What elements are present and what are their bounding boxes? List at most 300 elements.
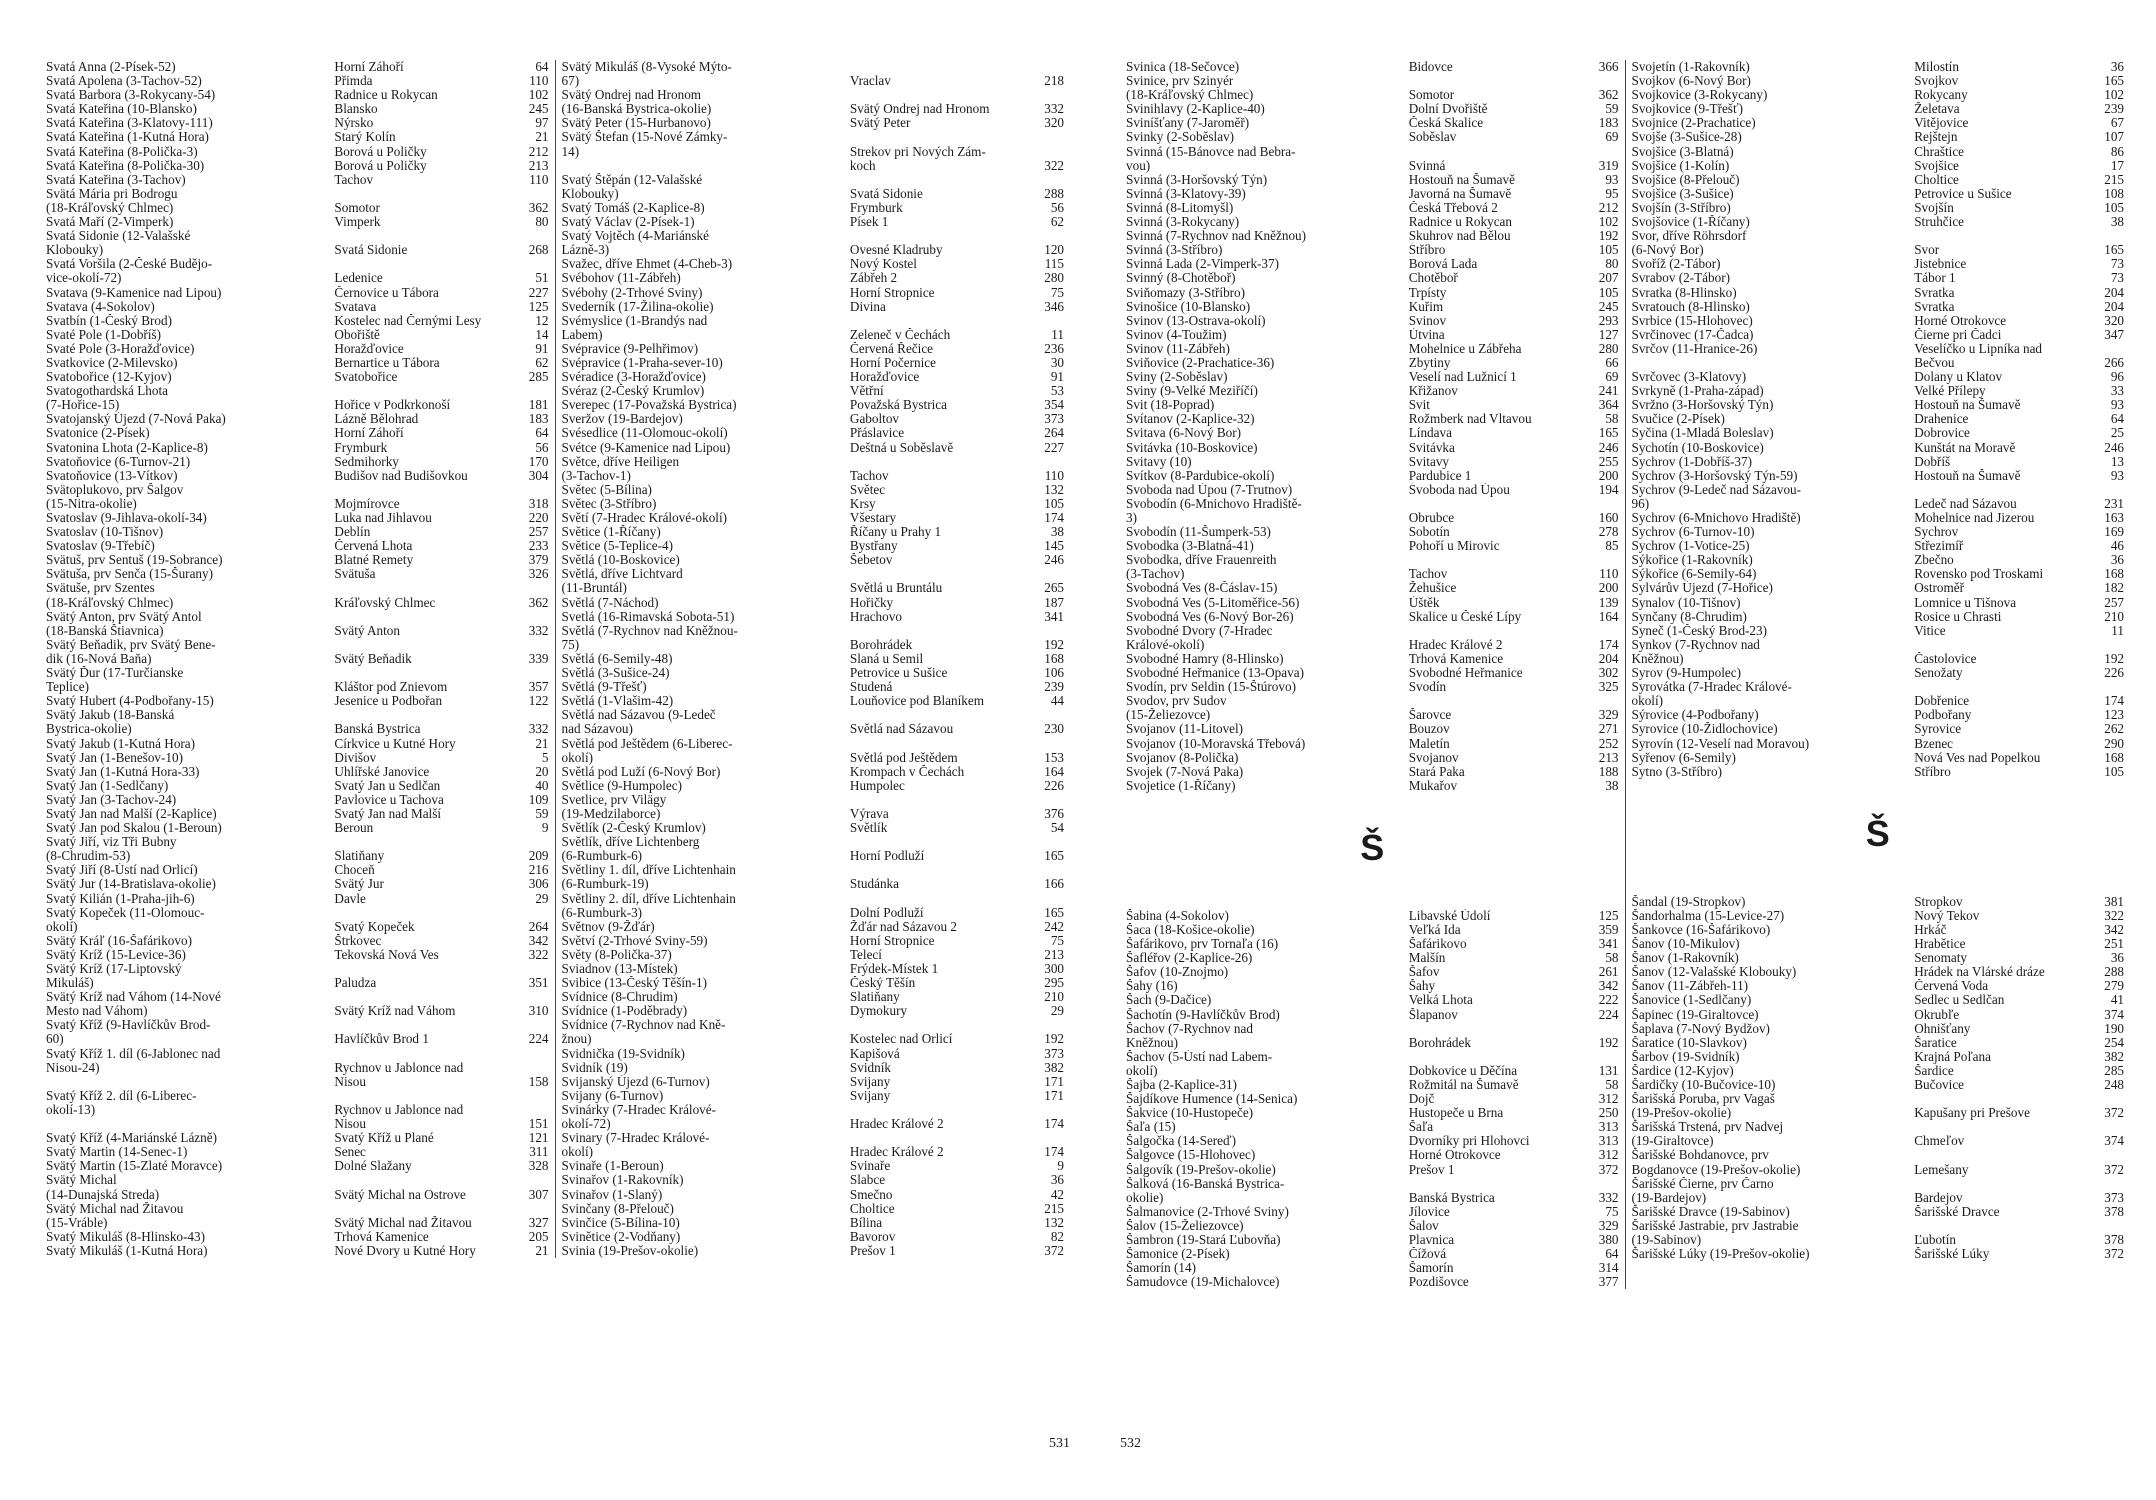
page-reference: 166 bbox=[1044, 877, 1064, 892]
index-entry bbox=[1126, 951, 1619, 965]
locality-name: vou) bbox=[1126, 158, 1151, 173]
index-entry bbox=[562, 1188, 1065, 1202]
postal-municipality: Veselíčko u Lipníka nad bbox=[1914, 341, 2043, 356]
page-reference: 69 bbox=[1605, 370, 1619, 385]
page-reference: 382 bbox=[1044, 1060, 1064, 1075]
page-reference: 164 bbox=[1598, 609, 1619, 624]
postal-municipality: Borohrádek bbox=[849, 637, 913, 652]
page-reference: 357 bbox=[528, 680, 549, 695]
locality-name: 60) bbox=[46, 1032, 64, 1047]
page-reference: 171 bbox=[1044, 1074, 1064, 1089]
postal-municipality: Senožaty bbox=[1914, 666, 1963, 681]
locality-name: Svatoňovice (6-Turnov-21) bbox=[46, 454, 191, 469]
page-reference: 312 bbox=[1598, 1092, 1619, 1107]
locality-name: Svoříž (2-Tábor) bbox=[1631, 257, 1721, 272]
locality-name: Svrčovec (3-Klatovy) bbox=[1631, 370, 1747, 385]
postal-municipality: Česká Skalice bbox=[1408, 116, 1484, 131]
index-entry bbox=[46, 271, 549, 285]
postal-municipality bbox=[1912, 638, 2090, 652]
page-reference: 75 bbox=[1050, 285, 1064, 300]
postal-municipality: Havlíčkův Brod 1 bbox=[334, 1032, 429, 1047]
index-entry bbox=[46, 892, 549, 906]
page-reference bbox=[1030, 892, 1064, 906]
locality-name: Svrbice (15-Hlohovec) bbox=[1631, 313, 1753, 328]
page-number: 532 bbox=[1120, 1436, 1141, 1451]
locality-name: 75) bbox=[561, 637, 580, 652]
page-reference: 342 bbox=[528, 933, 549, 948]
postal-municipality: Svojšín bbox=[1914, 200, 1954, 215]
postal-municipality: Syrovice bbox=[1914, 722, 1962, 737]
postal-municipality: Horné Otrokovce bbox=[1914, 313, 2007, 328]
locality-name: Svatá Maří (2-Vimperk) bbox=[46, 215, 174, 230]
page-reference: 325 bbox=[1598, 680, 1619, 695]
index-entry bbox=[1126, 1261, 1619, 1275]
page-reference: 93 bbox=[2110, 468, 2124, 483]
page-reference: 21 bbox=[535, 130, 549, 145]
postal-municipality bbox=[1407, 624, 1585, 638]
postal-municipality bbox=[332, 384, 514, 398]
page-reference: 254 bbox=[2104, 1035, 2124, 1050]
index-entry bbox=[1632, 398, 2125, 412]
postal-municipality: Jesenice u Podbořan bbox=[334, 694, 443, 709]
locality-name bbox=[1632, 356, 1913, 370]
postal-municipality bbox=[848, 455, 1030, 469]
locality-name: Šalgočka (14-Sereď) bbox=[1126, 1134, 1236, 1149]
page-reference: 158 bbox=[528, 1074, 549, 1089]
locality-name: Svatá Kateřina (8-Polička-3) bbox=[46, 144, 198, 159]
locality-name: Svéradice (3-Horažďovice) bbox=[561, 370, 706, 385]
index-entry bbox=[1632, 895, 2125, 909]
index-entry bbox=[46, 215, 549, 229]
locality-name: Svatý Kříž 1. díl (6-Jablonec nad bbox=[46, 1046, 221, 1061]
locality-name: Svatobořice (12-Kyjov) bbox=[46, 370, 172, 385]
postal-municipality: Hostouň na Šumavě bbox=[1914, 398, 2021, 413]
index-entry bbox=[46, 1131, 549, 1145]
index-entry bbox=[1126, 300, 1619, 314]
locality-name: Svatý Jan nad Malší (2-Kaplice) bbox=[46, 806, 217, 821]
locality-name: okolí-13) bbox=[46, 1102, 96, 1117]
postal-municipality: Rovensko pod Troskami bbox=[1914, 567, 2044, 582]
postal-municipality: Borová u Poličky bbox=[334, 144, 427, 159]
page-reference: 14 bbox=[535, 327, 549, 342]
postal-municipality bbox=[332, 257, 514, 271]
section-letter-heading: Š bbox=[1360, 826, 1385, 868]
index-entry bbox=[1632, 923, 2125, 937]
index-entry bbox=[1126, 1078, 1619, 1092]
index-entry bbox=[562, 1004, 1065, 1018]
postal-municipality: Rejštejn bbox=[1914, 130, 1958, 145]
index-entry bbox=[1632, 1050, 2125, 1064]
index-entry bbox=[46, 511, 549, 525]
locality-name: Svinica (18-Sečovce) bbox=[1126, 60, 1240, 74]
locality-name: Šafléřov (2-Kaplice-26) bbox=[1126, 951, 1253, 966]
page-reference bbox=[1030, 173, 1064, 187]
postal-municipality: Dolní Podluží bbox=[849, 905, 924, 920]
index-entry bbox=[46, 1216, 549, 1230]
page-reference: 242 bbox=[1044, 919, 1064, 934]
locality-name: Svatý Jan (1-Sedlčany) bbox=[46, 778, 169, 793]
postal-municipality: Svätý Peter bbox=[849, 116, 911, 131]
index-entry bbox=[1632, 187, 2125, 201]
locality-name: Bystrica-okolie) bbox=[46, 722, 132, 737]
postal-municipality: Zábřeh 2 bbox=[849, 271, 898, 286]
postal-municipality: Šaľa bbox=[1408, 1120, 1434, 1135]
postal-municipality: Světlá pod Ještědem bbox=[849, 750, 958, 765]
postal-municipality: Svatý Kopeček bbox=[334, 919, 415, 934]
index-entry bbox=[1632, 102, 2125, 116]
index-entry bbox=[1632, 88, 2125, 102]
postal-municipality: Církvice u Kutné Hory bbox=[334, 736, 456, 751]
postal-municipality: Štrkovec bbox=[334, 933, 382, 948]
locality-name: Svobodka (3-Blatná-41) bbox=[1126, 539, 1254, 554]
locality-name: Šahy (16) bbox=[1126, 979, 1178, 994]
index-entry bbox=[46, 130, 549, 144]
postal-municipality: Jistebnice bbox=[1914, 257, 1967, 272]
page-reference bbox=[515, 483, 549, 497]
page-reference: 120 bbox=[1044, 243, 1064, 258]
postal-municipality bbox=[332, 581, 514, 595]
index-entry bbox=[46, 1089, 549, 1103]
page-reference: 329 bbox=[1598, 1218, 1619, 1233]
locality-name: Svätý Mikuláš (8-Vysoké Mýto- bbox=[561, 60, 732, 74]
index-entry bbox=[46, 539, 549, 553]
postal-municipality: Bečvou bbox=[1914, 355, 1955, 370]
postal-municipality: Svatava bbox=[334, 299, 377, 314]
postal-municipality: Svätuša bbox=[334, 567, 376, 582]
index-entry bbox=[46, 398, 549, 412]
page-reference: 255 bbox=[1598, 454, 1619, 469]
page-reference bbox=[1585, 624, 1619, 638]
page-reference: 376 bbox=[1044, 806, 1064, 821]
postal-municipality bbox=[848, 1018, 1030, 1032]
locality-name: Svinná (3-Rokycany) bbox=[1126, 215, 1240, 230]
locality-name: Sveržov (19-Bardejov) bbox=[561, 412, 683, 427]
index-entry bbox=[562, 652, 1065, 666]
page-reference: 121 bbox=[528, 1131, 549, 1146]
postal-municipality: Blatné Remety bbox=[334, 553, 414, 568]
postal-municipality: Obořiště bbox=[334, 327, 380, 342]
locality-name: Světlá (7-Rychnov nad Kněžnou- bbox=[561, 623, 738, 638]
locality-name: Svätá Mária pri Bodrogu bbox=[46, 186, 178, 201]
locality-name: Svätý Michal bbox=[46, 1173, 117, 1188]
postal-municipality: Blansko bbox=[334, 102, 378, 117]
postal-municipality bbox=[332, 1018, 514, 1032]
postal-municipality: Radnice u Rokycan bbox=[334, 88, 438, 103]
postal-municipality: Svätý Ondrej nad Hronom bbox=[849, 102, 990, 117]
page-reference bbox=[1030, 88, 1064, 102]
index-entry bbox=[562, 1230, 1065, 1244]
index-entry bbox=[1632, 751, 2125, 765]
locality-name: Svobodná Ves (8-Čáslav-15) bbox=[1126, 581, 1278, 596]
index-entry bbox=[562, 328, 1065, 342]
locality-name: Sýrovice (4-Podbořany) bbox=[1631, 708, 1759, 723]
locality-name: Svrčinovec (17-Čadca) bbox=[1631, 327, 1754, 342]
index-entry bbox=[1632, 610, 2125, 624]
locality-name: Svatá Kateřina (10-Blansko) bbox=[46, 102, 197, 117]
page-reference bbox=[1030, 60, 1064, 74]
postal-municipality bbox=[848, 130, 1030, 144]
postal-municipality: Bardejov bbox=[1914, 1190, 1963, 1205]
page-reference: 42 bbox=[1050, 1187, 1064, 1202]
locality-name: Svitavy (10) bbox=[1126, 454, 1192, 469]
page-reference: 380 bbox=[1598, 1233, 1619, 1248]
postal-municipality: Horní Záhoří bbox=[334, 426, 404, 441]
postal-municipality: Kunštát na Moravě bbox=[1914, 440, 2016, 455]
index-entry bbox=[1632, 1247, 2125, 1261]
index-entry bbox=[46, 765, 549, 779]
locality-name: Svobodín (6-Mnichovo Hradiště- bbox=[1126, 496, 1302, 511]
page-reference bbox=[1030, 229, 1064, 243]
locality-name: Svinná Lada (2-Vimperk-37) bbox=[1126, 257, 1280, 272]
index-entry bbox=[1126, 271, 1619, 285]
locality-name: Svojšice (3-Sušice) bbox=[1631, 186, 1734, 201]
locality-name: Svinárky (7-Hradec Králové- bbox=[561, 1102, 717, 1117]
index-entry bbox=[562, 102, 1065, 116]
postal-municipality: Nisou bbox=[334, 1074, 366, 1089]
postal-municipality: Šahy bbox=[1408, 979, 1436, 994]
postal-municipality: Ledeč nad Sázavou bbox=[1914, 496, 2017, 511]
locality-name: Svätý Ďur (17-Turčianske bbox=[46, 666, 184, 681]
index-entry bbox=[1126, 116, 1619, 130]
page-reference: 322 bbox=[528, 947, 549, 962]
index-entry bbox=[1126, 624, 1619, 638]
locality-name: Šachov (7-Rychnov nad bbox=[1126, 1021, 1253, 1036]
locality-name: Svatá Kateřina (8-Polička-30) bbox=[46, 158, 205, 173]
index-entry bbox=[562, 567, 1065, 581]
index-entry bbox=[562, 1103, 1065, 1117]
locality-name: Svojetice (1-Říčany) bbox=[1126, 778, 1236, 793]
index-entry bbox=[562, 314, 1065, 328]
locality-name: Sychrov (1-Votice-25) bbox=[1631, 539, 1750, 554]
locality-name: Svetlice, prv Vilägy bbox=[561, 792, 667, 807]
index-entry bbox=[1126, 356, 1619, 370]
page-reference: 264 bbox=[528, 919, 549, 934]
page-reference: 110 bbox=[1599, 567, 1619, 582]
postal-municipality: Bílina bbox=[849, 1215, 883, 1230]
postal-municipality bbox=[1407, 1022, 1585, 1036]
locality-name: Sviníšťany (7-Jaroměř) bbox=[1126, 116, 1250, 131]
index-entry bbox=[46, 1159, 549, 1173]
page-reference bbox=[1585, 553, 1619, 567]
index-entry bbox=[1632, 708, 2125, 722]
index-entry bbox=[1632, 257, 2125, 271]
postal-municipality bbox=[848, 892, 1030, 906]
page-reference: 224 bbox=[1598, 1007, 1619, 1022]
locality-name: Svinia (19-Prešov-okolie) bbox=[561, 1243, 699, 1258]
page-reference: 271 bbox=[1598, 722, 1619, 737]
page-reference: 200 bbox=[1598, 581, 1619, 596]
page-reference: 56 bbox=[1050, 200, 1064, 215]
postal-municipality: Český Těšín bbox=[849, 976, 916, 991]
page-reference: 295 bbox=[1044, 976, 1064, 991]
postal-municipality: Banská Bystrica bbox=[334, 722, 421, 737]
locality-name: Svojkov (6-Nový Bor) bbox=[1631, 74, 1751, 89]
index-entry bbox=[562, 215, 1065, 229]
page-reference: 222 bbox=[1598, 993, 1619, 1008]
postal-municipality: Banská Bystrica bbox=[1408, 1190, 1495, 1205]
locality-name: Svatý Václav (2-Písek-1) bbox=[561, 215, 695, 230]
page-reference: 38 bbox=[1605, 778, 1619, 793]
page-reference bbox=[1030, 835, 1064, 849]
postal-municipality: Šebetov bbox=[849, 553, 893, 568]
index-entry bbox=[46, 300, 549, 314]
page-reference: 212 bbox=[1598, 200, 1619, 215]
page-reference: 226 bbox=[1044, 778, 1064, 793]
page-reference: 54 bbox=[1050, 821, 1064, 836]
locality-name: Svatý Mikuláš (1-Kutná Hora) bbox=[46, 1243, 208, 1258]
page-reference: 257 bbox=[528, 525, 549, 540]
locality-name: Šanovice (1-Sedlčany) bbox=[1631, 993, 1752, 1008]
page-reference bbox=[515, 1061, 549, 1075]
page-reference: 171 bbox=[1044, 1088, 1064, 1103]
postal-municipality: Černovice u Tábora bbox=[334, 285, 439, 300]
locality-name: Svätý Kráľ (16-Šafárikovo) bbox=[46, 933, 192, 948]
postal-municipality: Dobrovice bbox=[1914, 426, 1970, 441]
postal-municipality: Tachov bbox=[334, 172, 374, 187]
postal-municipality: Svätý Jur bbox=[334, 877, 384, 892]
postal-municipality bbox=[1407, 553, 1585, 567]
page-reference: 320 bbox=[2104, 313, 2124, 328]
index-entry bbox=[1126, 737, 1619, 751]
index-entry bbox=[562, 342, 1065, 356]
postal-municipality: Svinaře bbox=[849, 1159, 891, 1174]
index-entry bbox=[1126, 779, 1619, 793]
postal-municipality: Nové Dvory u Kutné Hory bbox=[334, 1243, 476, 1258]
page-reference: 80 bbox=[1605, 257, 1619, 272]
locality-name: (6-Nový Bor) bbox=[1631, 243, 1704, 258]
page-reference: 168 bbox=[1044, 651, 1064, 666]
index-entry bbox=[46, 567, 549, 581]
page-reference: 192 bbox=[1044, 637, 1064, 652]
postal-municipality: Podbořany bbox=[1914, 708, 1972, 723]
index-entry bbox=[1126, 1177, 1619, 1191]
page-reference: 326 bbox=[528, 567, 549, 582]
page-reference: 250 bbox=[1598, 1106, 1619, 1121]
index-entry bbox=[1126, 694, 1619, 708]
page-reference bbox=[1030, 624, 1064, 638]
page-reference bbox=[515, 257, 549, 271]
postal-municipality: Nýrsko bbox=[334, 116, 374, 131]
index-entry bbox=[1632, 116, 2125, 130]
index-entry bbox=[1632, 60, 2125, 74]
page-reference bbox=[515, 1202, 549, 1216]
locality-name: Šafov (10-Znojmo) bbox=[1126, 965, 1229, 980]
locality-name: Svojkovice (3-Rokycany) bbox=[1631, 88, 1768, 103]
postal-municipality: Borohrádek bbox=[1408, 1035, 1471, 1050]
postal-municipality: Považská Bystrica bbox=[849, 398, 947, 413]
locality-name: Šachotín (9-Havlíčkův Brod) bbox=[1126, 1007, 1280, 1022]
locality-name: Svatý Jan (1-Benešov-10) bbox=[46, 750, 183, 765]
postal-municipality: Tekovská Nová Ves bbox=[334, 947, 439, 962]
postal-municipality: Červená Lhota bbox=[334, 539, 413, 554]
locality-name: Světví (2-Trhové Sviny-59) bbox=[561, 933, 708, 948]
index-entry bbox=[1126, 215, 1619, 229]
postal-municipality bbox=[332, 962, 514, 976]
locality-name bbox=[562, 159, 848, 173]
index-entry bbox=[46, 680, 549, 694]
page-reference: 280 bbox=[1598, 341, 1619, 356]
postal-municipality: Kuřim bbox=[1408, 299, 1444, 314]
index-entry bbox=[562, 849, 1065, 863]
page-reference: 332 bbox=[1044, 102, 1064, 117]
index-entry bbox=[46, 906, 549, 920]
page-reference: 38 bbox=[1050, 525, 1064, 540]
index-entry bbox=[46, 116, 549, 130]
page-reference: 264 bbox=[1044, 426, 1064, 441]
page-reference: 93 bbox=[1605, 172, 1619, 187]
index-entry bbox=[562, 1216, 1065, 1230]
page-reference: 379 bbox=[528, 553, 549, 568]
index-entry bbox=[1632, 596, 2125, 610]
postal-municipality: Petrovice u Sušice bbox=[1914, 186, 2012, 201]
page-reference: 322 bbox=[2104, 908, 2124, 923]
page-reference: 82 bbox=[1050, 1229, 1064, 1244]
postal-municipality bbox=[332, 638, 514, 652]
index-entry bbox=[46, 145, 549, 159]
index-entry bbox=[1126, 937, 1619, 951]
postal-municipality: Svojšice bbox=[1914, 158, 1959, 173]
page-reference: 216 bbox=[528, 863, 549, 878]
index-entry bbox=[1632, 314, 2125, 328]
postal-municipality: Luka nad Jihlavou bbox=[334, 511, 432, 525]
locality-name: Svatá Barbora (3-Rokycany-54) bbox=[46, 88, 216, 103]
postal-municipality: Česká Třebová 2 bbox=[1408, 200, 1498, 215]
postal-municipality bbox=[332, 483, 514, 497]
locality-name: (15-Nitra-okolie) bbox=[46, 496, 137, 511]
locality-name: Svitávka (10-Boskovice) bbox=[1126, 440, 1258, 455]
page-reference bbox=[515, 1103, 549, 1117]
index-entry bbox=[562, 990, 1065, 1004]
index-entry bbox=[562, 286, 1065, 300]
index-entry bbox=[1126, 1247, 1619, 1261]
page-reference: 181 bbox=[528, 398, 549, 413]
index-entry bbox=[1126, 765, 1619, 779]
locality-name: Šalov (15-Želiezovce) bbox=[1126, 1218, 1244, 1233]
index-entry bbox=[562, 1061, 1065, 1075]
locality-name: Sytno (3-Stříbro) bbox=[1631, 764, 1722, 779]
page-reference: 204 bbox=[2104, 299, 2124, 314]
locality-name: Kněžnou) bbox=[1631, 651, 1684, 666]
index-entry bbox=[1632, 441, 2125, 455]
index-entry bbox=[46, 821, 549, 835]
index-entry bbox=[1126, 412, 1619, 426]
locality-name: Svatá Sidonie (12-Valašské bbox=[46, 229, 191, 244]
postal-municipality: Stará Paka bbox=[1408, 764, 1465, 779]
postal-municipality: Všestary bbox=[849, 511, 897, 525]
index-entry bbox=[562, 257, 1065, 271]
index-entry bbox=[1632, 74, 2125, 88]
index-entry bbox=[1632, 412, 2125, 426]
postal-municipality: Divina bbox=[849, 299, 886, 314]
locality-name: Šamudovce (19-Michalovce) bbox=[1126, 1275, 1280, 1290]
locality-name: Sychrov (9-Ledeč nad Sázavou- bbox=[1631, 482, 1802, 497]
page-reference: 372 bbox=[2104, 1106, 2124, 1121]
locality-name: (7-Hořice-15) bbox=[46, 398, 120, 413]
locality-name: Syřenov (6-Semily) bbox=[1631, 750, 1736, 765]
locality-name: Klobouky) bbox=[46, 243, 104, 258]
locality-name: Svinov (13-Ostrava-okolí) bbox=[1126, 313, 1266, 328]
index-entry bbox=[562, 1145, 1065, 1159]
page-reference: 174 bbox=[2104, 694, 2124, 709]
locality-name: (18-Kráľovský Chlmec) bbox=[1126, 88, 1254, 103]
locality-name: Svätý Kríž nad Váhom (14-Nové bbox=[46, 990, 221, 1005]
locality-name: Šarišská Trstená, prv Nadvej bbox=[1631, 1120, 1784, 1135]
locality-name: Šaplava (7-Nový Bydžov) bbox=[1631, 1021, 1770, 1036]
index-entry bbox=[1126, 979, 1619, 993]
page-reference: 192 bbox=[1044, 1032, 1064, 1047]
postal-municipality bbox=[848, 173, 1030, 187]
page-reference: 46 bbox=[2110, 539, 2124, 554]
